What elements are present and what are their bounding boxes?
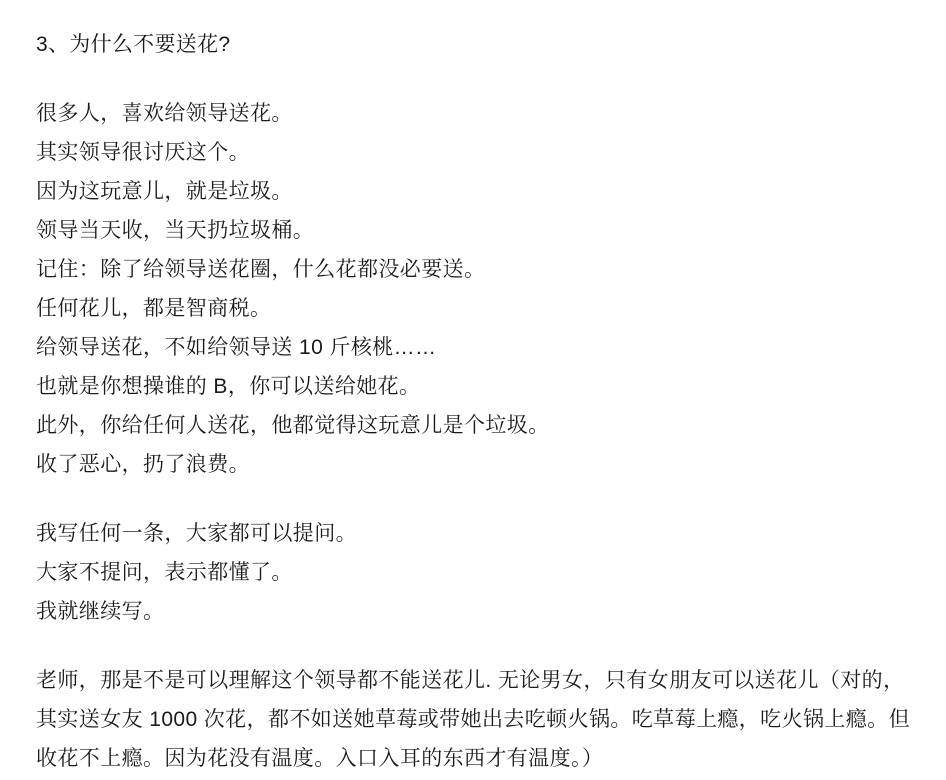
text-line: 我写任何一条，大家都可以提问。 [36, 522, 357, 545]
text-line: 任何花儿，都是智商税。 [36, 297, 272, 320]
page-title: 3、为什么不要送花? [36, 33, 231, 56]
text-line: 领导当天收，当天扔垃圾桶。 [36, 219, 315, 242]
text-line: 因为这玩意儿，就是垃圾。 [36, 180, 293, 203]
text-line: 此外，你给任何人送花，他都觉得这玩意儿是个垃圾。 [36, 414, 550, 437]
text-line: 大家不提问，表示都懂了。 [36, 561, 293, 584]
text-line: 其实领导很讨厌这个。 [36, 141, 250, 164]
text-line: 我就继续写。 [36, 600, 165, 623]
text-line: 记住：除了给领导送花圈，什么花都没必要送。 [36, 258, 486, 281]
text-line: 也就是你想操谁的 B，你可以送给她花。 [36, 375, 421, 398]
paragraph-reasons [36, 94, 910, 484]
paragraph-questions [36, 514, 910, 631]
text-line: 给领导送花，不如给领导送 10 斤核桃…… [36, 336, 437, 359]
text-block: 老师，那是不是可以理解这个领导都不能送花儿. 无论男女，只有女朋友可以送花儿（对的，其实送女友 1000 次花，都不如送她草莓或带她出去吃顿火锅。吃草莓上瘾，吃火锅上瘾。但收花不上瘾。因为花没有温度。入口入耳的东西才有温度。） [36, 669, 910, 770]
text-line: 很多人，喜欢给领导送花。 [36, 102, 293, 125]
paragraph-student-comment [36, 661, 910, 778]
text-line: 收了恶心，扔了浪费。 [36, 453, 250, 476]
